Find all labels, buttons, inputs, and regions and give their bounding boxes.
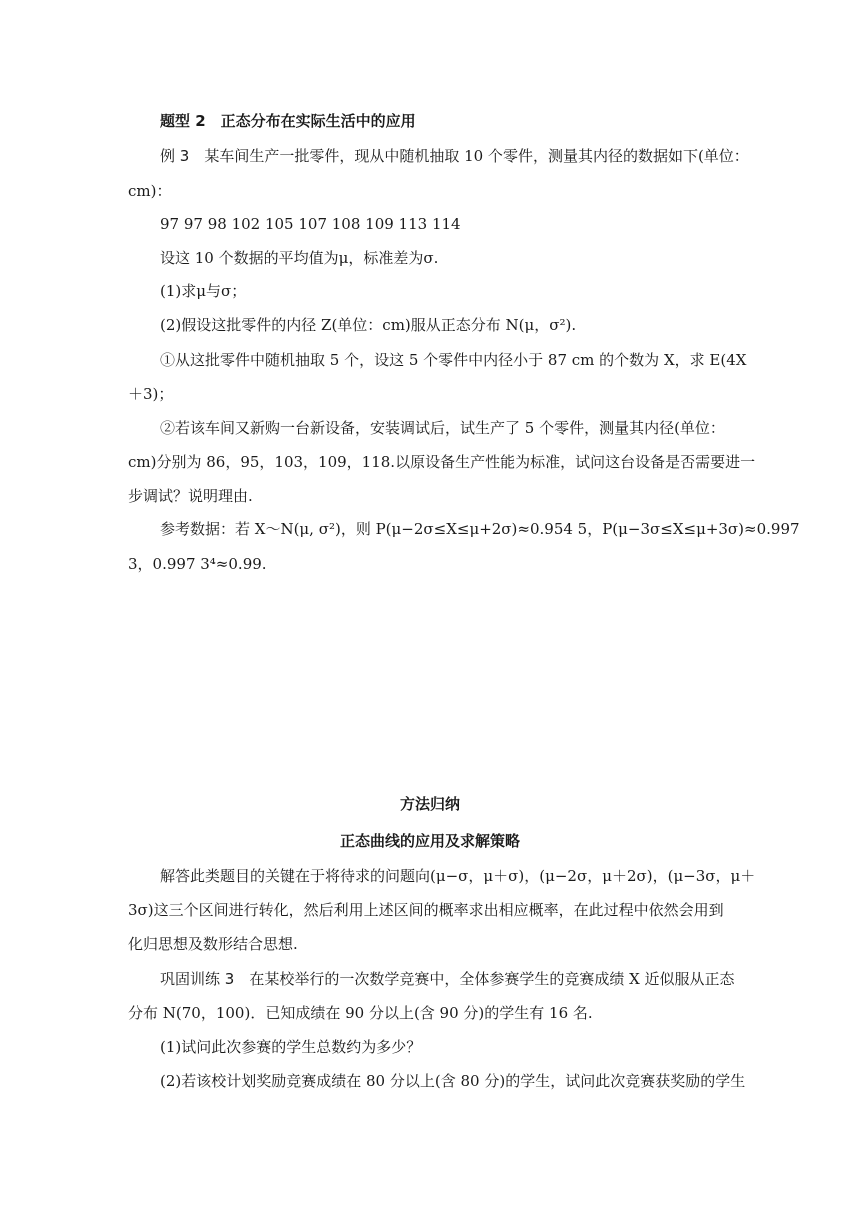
method-subheading: 正态曲线的应用及求解策略 — [339, 832, 520, 850]
question-2: (2)假设这批零件的内径 Z(单位：cm)服从正态分布 N(μ，σ²). — [160, 316, 577, 334]
practice-line-1 — [160, 969, 735, 989]
example-text-1: 某车间生产一批零件，现从中随机抽取 10 个零件，测量其内径的数据如下(单位： — [189, 147, 749, 165]
method-paragraph-line-1: 解答此类题目的关键在于将待求的问题向(μ−σ，μ＋σ)，(μ−2σ，μ＋2σ)，(μ−3σ，μ＋ — [160, 867, 756, 885]
section-title: 题型 2 正态分布在实际生活中的应用 — [160, 112, 416, 130]
example-data-line: 97 97 98 102 105 107 108 109 113 114 — [160, 215, 461, 233]
example-line-2: cm)： — [128, 182, 172, 200]
question-2b-line-1: ②若该车间又新购一台新设备，安装调试后，试生产了 5 个零件，测量其内径(单位： — [160, 419, 725, 437]
practice-line-2: 分布 N(70，100)．已知成绩在 90 分以上(含 90 分)的学生有 16 名. — [128, 1004, 593, 1022]
question-2a-line-2: ＋3)； — [128, 385, 174, 403]
practice-text-1: 在某校举行的一次数学竞赛中，全体参赛学生的竞赛成绩 X 近似服从正态 — [234, 970, 735, 988]
reference-line-2: 3，0.997 3⁴≈0.99. — [128, 555, 267, 573]
practice-question-2: (2)若该校计划奖励竞赛成绩在 80 分以上(含 80 分)的学生，试问此次竞赛获奖励的学生 — [160, 1072, 746, 1090]
question-2b-line-2: cm)分别为 86，95，103，109，118.以原设备生产性能为标准，试问这台设备是否需要进一 — [128, 453, 756, 471]
example-line-1 — [160, 146, 749, 166]
example-label: 例 3 — [160, 147, 190, 165]
question-1: (1)求μ与σ； — [160, 282, 247, 300]
practice-label: 巩固训练 3 — [160, 970, 235, 988]
practice-question-1: (1)试问此次参赛的学生总数约为多少？ — [160, 1038, 422, 1056]
question-2b-line-3: 步调试？说明理由. — [128, 487, 253, 505]
method-paragraph-line-3: 化归思想及数形结合思想. — [128, 935, 298, 953]
question-2a-line-1: ①从这批零件中随机抽取 5 个，设这 5 个零件中内径小于 87 cm 的个数为 X，求 E(4X — [160, 351, 747, 369]
method-heading: 方法归纳 — [399, 795, 460, 813]
method-paragraph-line-2: 3σ)这三个区间进行转化，然后利用上述区间的概率求出相应概率，在此过程中依然会用到 — [128, 901, 724, 919]
example-line-4: 设这 10 个数据的平均值为μ，标准差为σ. — [160, 249, 439, 267]
reference-line-1: 参考数据：若 X～N(μ, σ²)，则 P(μ−2σ≤X≤μ+2σ)≈0.954 5，P(μ−3σ≤X≤μ+3σ)≈0.997 — [160, 520, 800, 538]
